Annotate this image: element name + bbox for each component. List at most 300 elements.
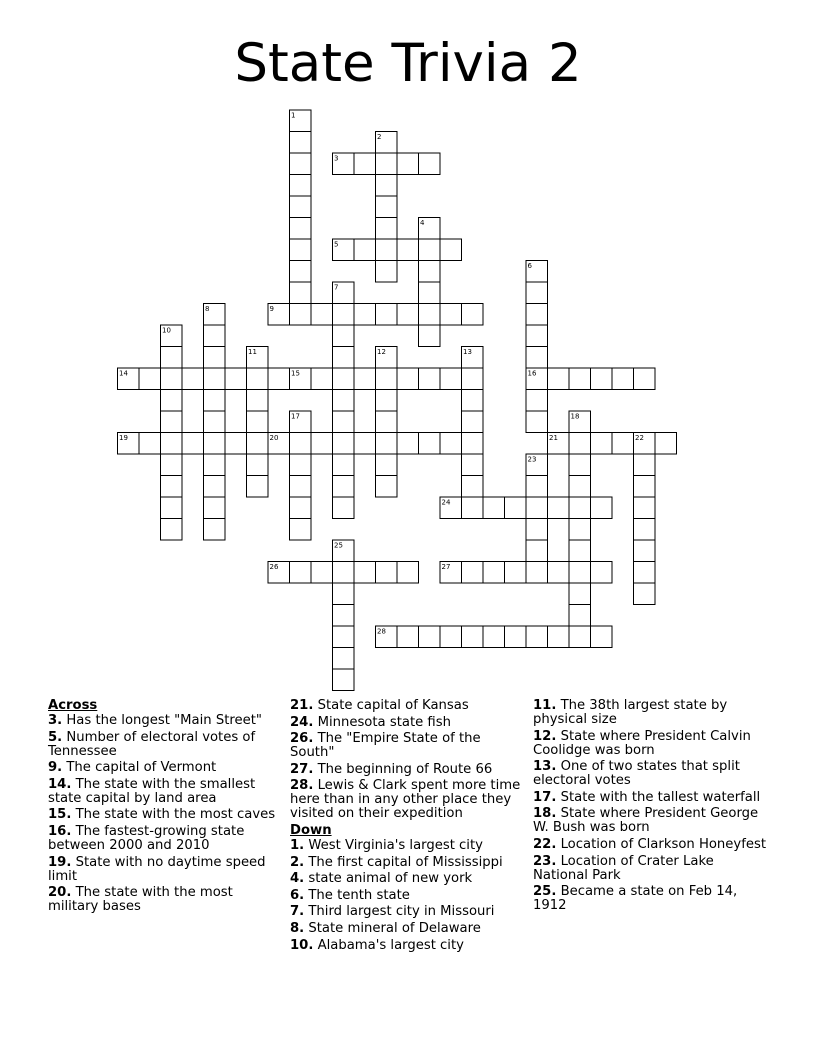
grid-cell[interactable] xyxy=(311,562,333,584)
across-clue-20 xyxy=(48,886,278,914)
clue-number: 12. xyxy=(533,728,557,744)
grid-cell[interactable] xyxy=(569,476,591,498)
clue-text: The beginning of Route 66 xyxy=(313,761,493,777)
grid-cell[interactable] xyxy=(333,368,355,390)
grid-cell[interactable] xyxy=(440,304,462,326)
grid-cell[interactable] xyxy=(591,368,613,390)
grid-cell[interactable] xyxy=(397,304,419,326)
clue-text: Minnesota state fish xyxy=(313,714,451,730)
clue-text: The state with the most military bases xyxy=(48,885,233,915)
grid-cell[interactable] xyxy=(333,282,355,304)
grid-cell[interactable] xyxy=(526,476,548,498)
clues-column-2 xyxy=(290,699,525,955)
grid-cell[interactable] xyxy=(548,368,570,390)
grid-cell[interactable] xyxy=(354,562,376,584)
cell-number: 21 xyxy=(549,434,558,442)
across-clue-28 xyxy=(290,779,525,821)
grid-cell[interactable] xyxy=(268,562,290,584)
cell-number: 1 xyxy=(291,111,296,120)
grid-cell[interactable] xyxy=(204,476,226,498)
grid-cell[interactable] xyxy=(483,626,505,648)
down-clue-18 xyxy=(533,807,768,835)
clue-number: 28. xyxy=(290,778,314,794)
grid-cell[interactable] xyxy=(354,433,376,455)
grid-cell[interactable] xyxy=(204,433,226,455)
grid-cell[interactable] xyxy=(634,583,656,605)
clue-number: 15. xyxy=(48,807,72,823)
grid-cell[interactable] xyxy=(333,325,355,347)
grid-cell[interactable] xyxy=(569,519,591,541)
grid-cell[interactable] xyxy=(634,368,656,390)
grid-cell[interactable] xyxy=(204,325,226,347)
grid-cell[interactable] xyxy=(569,454,591,476)
grid-cell[interactable] xyxy=(569,368,591,390)
grid-cell[interactable] xyxy=(290,519,312,541)
grid-cell[interactable] xyxy=(333,476,355,498)
clue-text: State where President Calvin Coolidge was born xyxy=(533,728,751,758)
grid-cell[interactable] xyxy=(526,540,548,562)
clues-column-1 xyxy=(48,699,278,917)
grid-cell[interactable] xyxy=(333,239,355,261)
grid-cell[interactable] xyxy=(161,454,183,476)
cell-number: 7 xyxy=(334,283,339,292)
grid-cell[interactable] xyxy=(440,626,462,648)
clue-text: The fastest-growing state between 2000 and 2010 xyxy=(48,823,245,853)
grid-cell[interactable] xyxy=(290,411,312,433)
across-clue-14 xyxy=(48,778,278,806)
down-heading: Down xyxy=(290,822,332,838)
grid-cell[interactable] xyxy=(333,411,355,433)
cell-number: 24 xyxy=(441,498,451,507)
clue-number: 17. xyxy=(533,789,557,805)
grid-cell[interactable] xyxy=(419,433,441,455)
grid-cell[interactable] xyxy=(569,605,591,627)
grid-cell[interactable] xyxy=(204,519,226,541)
grid-cell[interactable] xyxy=(397,239,419,261)
cell-number: 8 xyxy=(205,305,210,313)
grid-cell[interactable] xyxy=(333,605,355,627)
clue-text: state animal of new york xyxy=(304,871,473,887)
grid-cell[interactable] xyxy=(161,390,183,412)
grid-cell[interactable] xyxy=(333,304,355,326)
grid-cell[interactable] xyxy=(290,175,312,197)
clue-text: The first capital of Mississippi xyxy=(304,854,503,870)
down-clue-17 xyxy=(533,791,768,805)
grid-cell[interactable] xyxy=(376,411,398,433)
across-clue-15 xyxy=(48,808,278,822)
grid-cell[interactable] xyxy=(419,239,441,261)
grid-cell[interactable] xyxy=(290,433,312,455)
grid-cell[interactable] xyxy=(118,433,140,455)
cell-number: 16 xyxy=(527,369,537,378)
cell-number: 23 xyxy=(527,455,537,464)
down-clue-12 xyxy=(533,730,768,758)
grid-cell[interactable] xyxy=(161,519,183,541)
across-clue-3 xyxy=(48,714,278,728)
grid-cell[interactable] xyxy=(591,433,613,455)
grid-cell[interactable] xyxy=(376,626,398,648)
grid-cell[interactable] xyxy=(139,433,161,455)
grid-cell[interactable] xyxy=(634,562,656,584)
clue-number: 25. xyxy=(533,884,557,900)
grid-cell[interactable] xyxy=(333,562,355,584)
cell-number: 25 xyxy=(334,541,343,550)
grid-cell[interactable] xyxy=(526,454,548,476)
across-clue-9 xyxy=(48,761,278,775)
grid-cell[interactable] xyxy=(161,476,183,498)
grid-cell[interactable] xyxy=(462,347,484,369)
grid-cell[interactable] xyxy=(204,411,226,433)
grid-cell[interactable] xyxy=(290,196,312,218)
grid-cell[interactable] xyxy=(204,368,226,390)
grid-cell[interactable] xyxy=(419,304,441,326)
grid-cell[interactable] xyxy=(462,562,484,584)
grid-cell[interactable] xyxy=(612,433,634,455)
clue-number: 1. xyxy=(290,837,305,853)
grid-cell[interactable] xyxy=(311,433,333,455)
cell-number: 12 xyxy=(377,348,386,356)
grid-cell[interactable] xyxy=(526,325,548,347)
cell-number: 10 xyxy=(162,326,171,335)
grid-cell[interactable] xyxy=(354,153,376,175)
grid-cell[interactable] xyxy=(247,347,269,369)
grid-cell[interactable] xyxy=(247,476,269,498)
grid-cell[interactable] xyxy=(462,626,484,648)
across-clue-26 xyxy=(290,732,525,760)
clue-number: 19. xyxy=(48,854,72,870)
grid-cell[interactable] xyxy=(376,218,398,240)
grid-cell[interactable] xyxy=(354,239,376,261)
clue-number: 21. xyxy=(290,698,314,713)
clue-number: 24. xyxy=(290,714,314,730)
grid-cell[interactable] xyxy=(634,454,656,476)
grid-cell[interactable] xyxy=(462,390,484,412)
grid-cell[interactable] xyxy=(505,626,527,648)
clue-text: State capital of Kansas xyxy=(313,698,469,713)
clue-text: The 38th largest state by physical size xyxy=(533,698,728,727)
cell-number: 17 xyxy=(291,412,300,421)
grid-cell[interactable] xyxy=(634,497,656,519)
grid-cell[interactable] xyxy=(376,175,398,197)
grid-cell[interactable] xyxy=(376,261,398,283)
down-clue-11 xyxy=(533,699,768,727)
grid-cell[interactable] xyxy=(419,218,441,240)
grid-cell[interactable] xyxy=(548,562,570,584)
grid-cell[interactable] xyxy=(204,497,226,519)
grid-cell[interactable] xyxy=(634,433,656,455)
grid-cell[interactable] xyxy=(397,153,419,175)
grid-cell[interactable] xyxy=(419,282,441,304)
grid-cell[interactable] xyxy=(247,390,269,412)
grid-cell[interactable] xyxy=(354,304,376,326)
grid-cell[interactable] xyxy=(333,648,355,670)
grid-cell[interactable] xyxy=(376,132,398,154)
grid-cell[interactable] xyxy=(290,132,312,154)
grid-cell[interactable] xyxy=(139,368,161,390)
cell-number: 5 xyxy=(334,240,339,249)
grid-cell[interactable] xyxy=(333,153,355,175)
clue-text: The "Empire State of the South" xyxy=(290,731,481,761)
cell-number: 15 xyxy=(291,369,300,378)
clue-number: 18. xyxy=(533,806,557,822)
grid-cell[interactable] xyxy=(376,433,398,455)
grid-cell[interactable] xyxy=(655,433,677,455)
grid-cell[interactable] xyxy=(376,476,398,498)
grid-cell[interactable] xyxy=(526,304,548,326)
grid-cell[interactable] xyxy=(290,562,312,584)
grid-cell[interactable] xyxy=(247,411,269,433)
clue-text: State mineral of Delaware xyxy=(304,920,481,936)
grid-cell[interactable] xyxy=(118,368,140,390)
grid-cell[interactable] xyxy=(161,325,183,347)
clues-column-3 xyxy=(533,699,768,916)
grid-cell[interactable] xyxy=(225,368,247,390)
grid-cell[interactable] xyxy=(419,325,441,347)
clue-text: Became a state on Feb 14, 1912 xyxy=(533,884,738,914)
grid-cell[interactable] xyxy=(462,304,484,326)
across-clue-5 xyxy=(48,731,278,759)
grid-cell[interactable] xyxy=(161,347,183,369)
grid-cell[interactable] xyxy=(376,196,398,218)
clue-number: 3. xyxy=(48,713,63,728)
across-heading: Across xyxy=(48,698,98,713)
down-clue-25 xyxy=(533,885,768,913)
clue-number: 23. xyxy=(533,853,557,869)
grid-cell[interactable] xyxy=(440,433,462,455)
grid-cell[interactable] xyxy=(526,411,548,433)
grid-cell[interactable] xyxy=(268,433,290,455)
grid-cell[interactable] xyxy=(333,390,355,412)
grid-cell[interactable] xyxy=(526,519,548,541)
grid-cell[interactable] xyxy=(397,562,419,584)
clue-text: State where President George W. Bush was born xyxy=(533,806,759,836)
grid-cell[interactable] xyxy=(290,282,312,304)
clue-number: 13. xyxy=(533,759,557,775)
grid-cell[interactable] xyxy=(290,304,312,326)
across-clue-16 xyxy=(48,825,278,853)
grid-cell[interactable] xyxy=(161,433,183,455)
grid-cell[interactable] xyxy=(290,368,312,390)
grid-cell[interactable] xyxy=(333,347,355,369)
down-clue-22 xyxy=(533,838,768,852)
grid-cell[interactable] xyxy=(290,110,312,132)
grid-cell[interactable] xyxy=(354,368,376,390)
clue-number: 6. xyxy=(290,887,305,903)
grid-cell[interactable] xyxy=(612,368,634,390)
grid-cell[interactable] xyxy=(290,153,312,175)
grid-cell[interactable] xyxy=(247,454,269,476)
grid-cell[interactable] xyxy=(419,368,441,390)
grid-cell[interactable] xyxy=(526,497,548,519)
grid-cell[interactable] xyxy=(376,390,398,412)
grid-cell[interactable] xyxy=(440,368,462,390)
grid-cell[interactable] xyxy=(161,497,183,519)
grid-cell[interactable] xyxy=(462,433,484,455)
grid-cell[interactable] xyxy=(483,497,505,519)
grid-cell[interactable] xyxy=(505,562,527,584)
grid-cell[interactable] xyxy=(376,239,398,261)
grid-cell[interactable] xyxy=(548,626,570,648)
grid-cell[interactable] xyxy=(634,519,656,541)
grid-cell[interactable] xyxy=(419,626,441,648)
grid-cell[interactable] xyxy=(397,368,419,390)
clue-text: Number of electoral votes of Tennessee xyxy=(48,729,256,759)
grid-cell[interactable] xyxy=(204,347,226,369)
grid-cell[interactable] xyxy=(290,454,312,476)
grid-cell[interactable] xyxy=(290,261,312,283)
cell-number: 20 xyxy=(269,434,279,442)
across-clue-list-continued xyxy=(290,699,525,821)
down-clue-2 xyxy=(290,856,525,870)
grid-cell[interactable] xyxy=(462,411,484,433)
grid-cell[interactable] xyxy=(376,454,398,476)
grid-cell[interactable] xyxy=(204,454,226,476)
puzzle-title: State Trivia 2 xyxy=(234,33,582,94)
clue-text: Lewis & Clark spent more time here than in any other place they visited on their expedition xyxy=(290,778,521,822)
grid-cell[interactable] xyxy=(268,304,290,326)
grid-cell[interactable] xyxy=(591,626,613,648)
grid-cell[interactable] xyxy=(462,476,484,498)
grid-cell[interactable] xyxy=(548,497,570,519)
grid-cell[interactable] xyxy=(247,368,269,390)
clue-number: 16. xyxy=(48,823,72,839)
grid-cell[interactable] xyxy=(376,153,398,175)
grid-cell[interactable] xyxy=(204,304,226,326)
grid-cell[interactable] xyxy=(548,433,570,455)
down-clue-list xyxy=(290,839,525,953)
down-clue-7 xyxy=(290,905,525,919)
grid-cell[interactable] xyxy=(591,497,613,519)
clue-text: Location of Crater Lake National Park xyxy=(533,853,714,883)
grid-cell[interactable] xyxy=(311,368,333,390)
cell-number: 3 xyxy=(334,154,339,163)
grid-cell[interactable] xyxy=(333,626,355,648)
grid-cell[interactable] xyxy=(333,433,355,455)
grid-cell[interactable] xyxy=(397,433,419,455)
cell-number: 19 xyxy=(119,434,128,442)
grid-cell[interactable] xyxy=(569,411,591,433)
grid-cell[interactable] xyxy=(333,583,355,605)
grid-cell[interactable] xyxy=(526,368,548,390)
grid-cell[interactable] xyxy=(419,261,441,283)
cell-number: 27 xyxy=(441,563,451,571)
cell-number: 22 xyxy=(635,434,644,442)
clue-number: 22. xyxy=(533,836,557,852)
grid-cell[interactable] xyxy=(569,433,591,455)
down-clue-13 xyxy=(533,760,768,788)
grid-cell[interactable] xyxy=(569,583,591,605)
across-clue-21 xyxy=(290,699,525,713)
grid-cell[interactable] xyxy=(634,476,656,498)
grid-cell[interactable] xyxy=(225,433,247,455)
down-clue-1 xyxy=(290,839,525,853)
clue-text: Alabama's largest city xyxy=(313,937,464,953)
grid-cell[interactable] xyxy=(569,540,591,562)
grid-cell[interactable] xyxy=(333,540,355,562)
grid-cell[interactable] xyxy=(290,497,312,519)
clue-text: Third largest city in Missouri xyxy=(304,904,495,920)
cell-number: 26 xyxy=(269,563,279,571)
clue-number: 11. xyxy=(533,698,557,713)
cell-number: 14 xyxy=(119,369,128,378)
grid-cell[interactable] xyxy=(268,368,290,390)
grid-cell[interactable] xyxy=(311,304,333,326)
grid-cell[interactable] xyxy=(333,669,355,691)
clue-text: The state with the most caves xyxy=(71,807,276,823)
grid-cell[interactable] xyxy=(440,497,462,519)
grid-cell[interactable] xyxy=(462,497,484,519)
grid-cell[interactable] xyxy=(290,476,312,498)
down-clue-4 xyxy=(290,872,525,886)
down-clue-6 xyxy=(290,889,525,903)
clue-text: One of two states that split electoral votes xyxy=(533,759,740,789)
cell-number: 28 xyxy=(377,627,386,636)
clue-text: Has the longest "Main Street" xyxy=(62,713,262,728)
grid-cell[interactable] xyxy=(526,562,548,584)
cell-number: 11 xyxy=(248,348,257,356)
grid-cell[interactable] xyxy=(569,626,591,648)
grid-cell[interactable] xyxy=(526,347,548,369)
grid-cell[interactable] xyxy=(397,626,419,648)
grid-cell[interactable] xyxy=(419,153,441,175)
grid-cell[interactable] xyxy=(505,497,527,519)
clue-text: State with the tallest waterfall xyxy=(556,789,761,805)
cell-number: 6 xyxy=(527,262,532,270)
grid-cell[interactable] xyxy=(333,497,355,519)
across-clue-19 xyxy=(48,856,278,884)
grid-cell[interactable] xyxy=(247,433,269,455)
clue-text: State with no daytime speed limit xyxy=(48,854,266,884)
grid-cell[interactable] xyxy=(483,562,505,584)
grid-cell[interactable] xyxy=(290,218,312,240)
grid-cell[interactable] xyxy=(526,261,548,283)
grid-cell[interactable] xyxy=(462,368,484,390)
grid-cell[interactable] xyxy=(569,562,591,584)
clue-number: 9. xyxy=(48,760,63,776)
grid-cell[interactable] xyxy=(569,497,591,519)
grid-cell[interactable] xyxy=(462,454,484,476)
grid-cell[interactable] xyxy=(290,239,312,261)
grid-cell[interactable] xyxy=(591,562,613,584)
grid-cell[interactable] xyxy=(182,368,204,390)
grid-cell[interactable] xyxy=(526,390,548,412)
grid-cell[interactable] xyxy=(526,626,548,648)
clue-text: Location of Clarkson Honeyfest xyxy=(556,836,766,852)
clue-number: 14. xyxy=(48,776,72,792)
down-clue-8 xyxy=(290,922,525,936)
clue-number: 27. xyxy=(290,761,314,777)
grid-cell[interactable] xyxy=(440,239,462,261)
grid-cell[interactable] xyxy=(161,411,183,433)
grid-cell[interactable] xyxy=(333,454,355,476)
grid-cell[interactable] xyxy=(376,562,398,584)
grid-cell[interactable] xyxy=(376,368,398,390)
grid-cell[interactable] xyxy=(376,304,398,326)
grid-cell[interactable] xyxy=(204,390,226,412)
clue-number: 8. xyxy=(290,920,305,936)
clue-number: 20. xyxy=(48,885,72,901)
grid-cell[interactable] xyxy=(526,282,548,304)
grid-cell[interactable] xyxy=(182,433,204,455)
grid-cell[interactable] xyxy=(634,540,656,562)
cell-number: 18 xyxy=(570,412,580,421)
grid-cell[interactable] xyxy=(440,562,462,584)
clue-text: The tenth state xyxy=(304,887,410,903)
clue-number: 2. xyxy=(290,854,305,870)
clue-number: 4. xyxy=(290,871,305,887)
grid-cell[interactable] xyxy=(161,368,183,390)
grid-cell[interactable] xyxy=(376,347,398,369)
